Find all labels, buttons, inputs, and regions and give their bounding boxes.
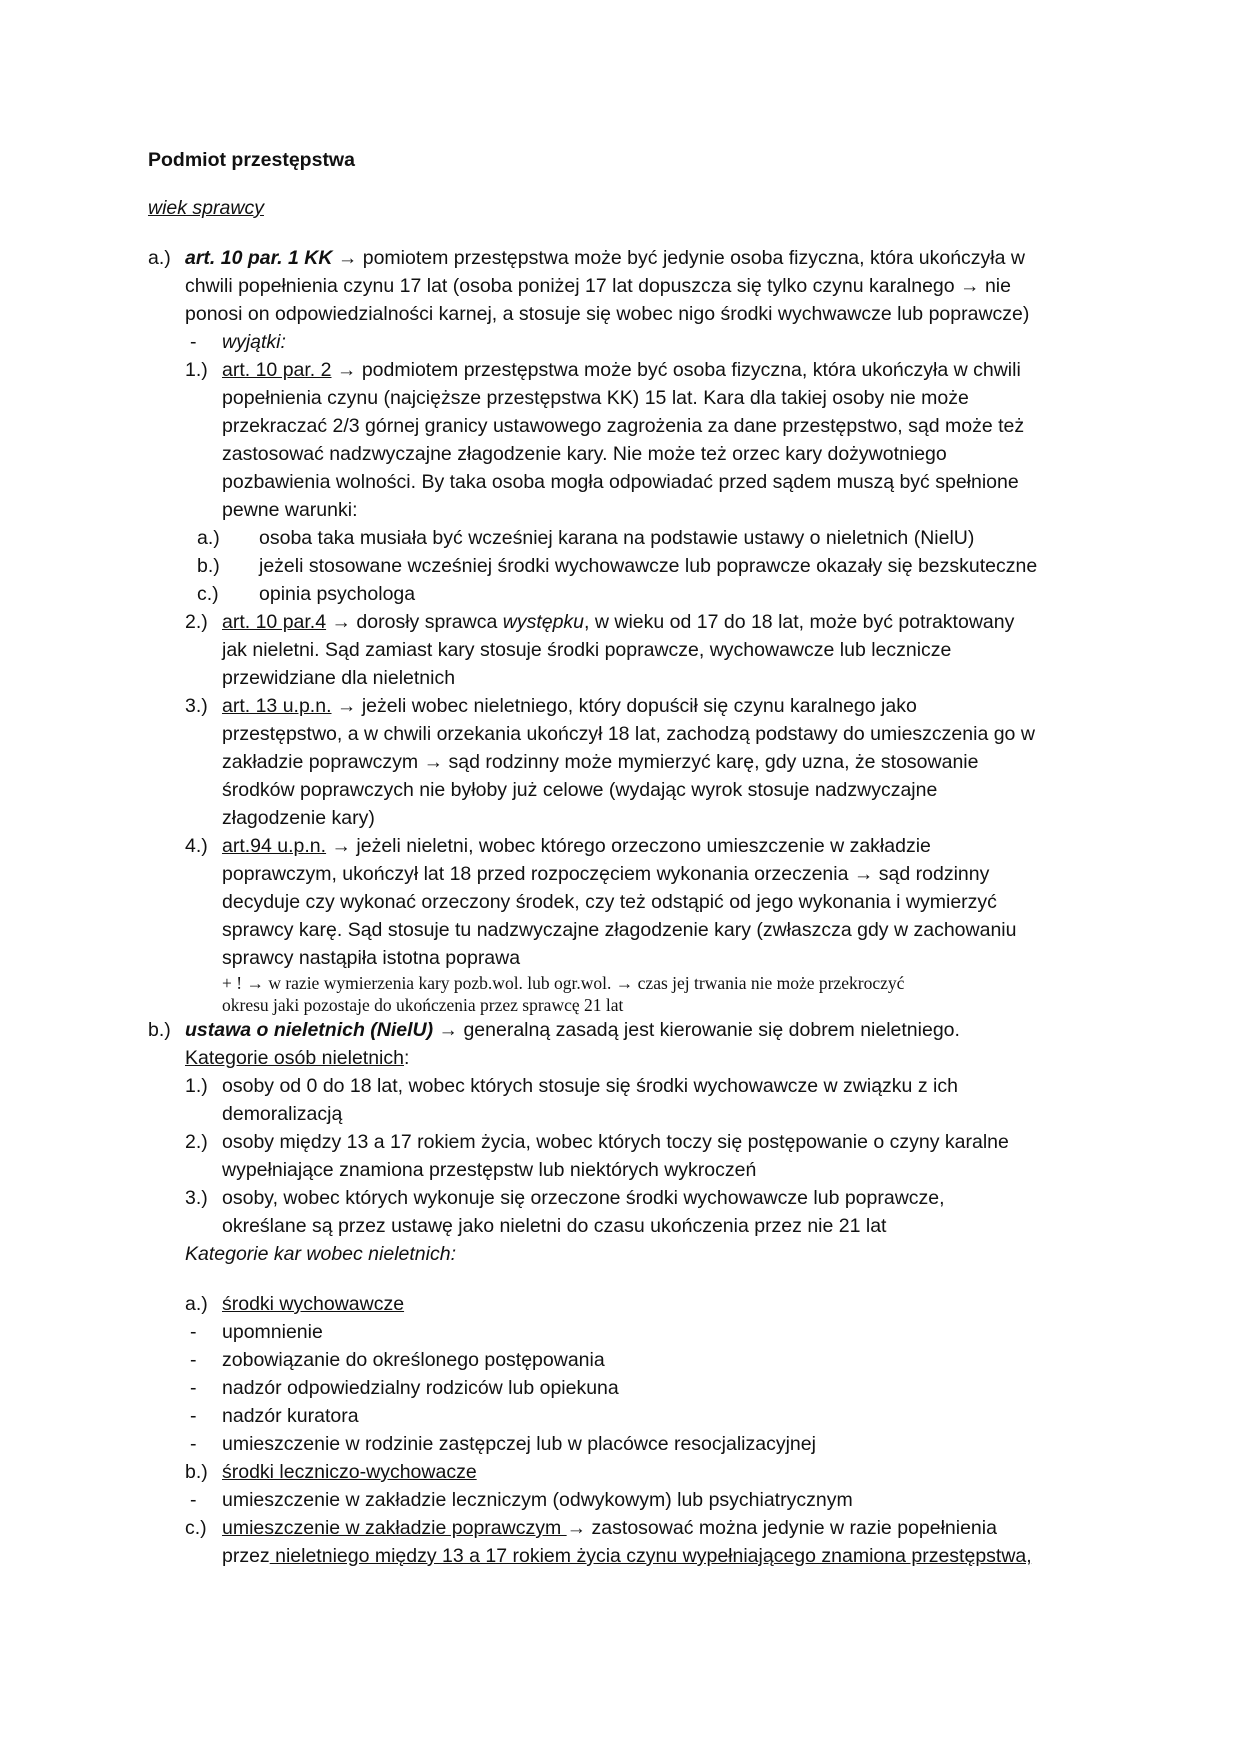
condition-c: c.) opinia psychologa xyxy=(197,583,416,605)
section-subtitle: wiek sprawcy xyxy=(148,197,264,219)
penalty-b-item: - umieszczenie w zakładzie leczniczym (odwykowym) lub psychiatrycznym xyxy=(190,1489,853,1511)
exception-1-line: przekraczać 2/3 górnej granicy ustawowego zagrożenia za dane przestępstwo, sąd może też xyxy=(222,415,1025,437)
exception-3-line: złagodzenie kary) xyxy=(222,807,375,829)
exceptions-label: - wyjątki: xyxy=(190,331,286,353)
person-1: 1.) osoby od 0 do 18 lat, wobec których stosuje się środki wychowawcze w związku z ich xyxy=(185,1075,958,1097)
point-b-marker: b.) xyxy=(148,1019,171,1041)
point-a-line-1: a.) art. 10 par. 1 KK → pomiotem przestępstwa może być jedynie osoba fizyczna, która ukończyła w xyxy=(148,244,1098,272)
exception-2-line: jak nieletni. Sąd zamiast kary stosuje środki poprawcze, wychowawcze lub lecznicze xyxy=(222,639,952,661)
exception-3-line-1: 3.) art. 13 u.p.n. → jeżeli wobec nieletniego, który dopuścił się czynu karalnego jako xyxy=(185,695,917,717)
person-3-line: określane są przez ustawę jako nieletni do czasu ukończenia przez nie 21 lat xyxy=(222,1215,887,1237)
exception-4-line-1: 4.) art.94 u.p.n. → jeżeli nieletni, wobec którego orzeczono umieszczenie w zakładzie xyxy=(185,835,931,857)
exception-4-ref: art.94 u.p.n. xyxy=(222,835,327,857)
exception-4-line: decyduje czy wykonać orzeczony środek, czy też odstąpić od jego wykonania i wymierzyć xyxy=(222,891,997,913)
document-title: Podmiot przestępstwa xyxy=(148,149,355,171)
exception-1-line: pewne warunki: xyxy=(222,499,358,521)
document-page xyxy=(148,146,1098,1570)
exception-3-ref: art. 13 u.p.n. xyxy=(222,695,332,717)
point-b-line-1: b.) ustawa o nieletnich (NielU) → generalną zasadą jest kierowanie się dobrem nieletniego. xyxy=(148,1016,1098,1044)
exception-2-ref: art. 10 par.4 xyxy=(222,611,327,633)
point-b-ref: ustawa o nieletnich (NielU) xyxy=(185,1019,434,1041)
exception-1-ref: art. 10 par. 2 xyxy=(222,359,332,381)
exception-1-line-1: 1.) art. 10 par. 2 → podmiotem przestępstwa może być osoba fizyczna, która ukończyła w chwili xyxy=(185,359,1021,381)
exception-3-line: środków poprawczych nie byłoby już celowe (wydając wyrok stosuje nadzwyczajne xyxy=(222,779,938,801)
condition-a: a.) osoba taka musiała być wcześniej karana na podstawie ustawy o nieletnich (NielU) xyxy=(197,527,975,549)
point-a-marker: a.) xyxy=(148,247,171,269)
penalty-a-item: - nadzór kuratora xyxy=(190,1405,359,1427)
penalty-a: a.) środki wychowawcze xyxy=(185,1293,405,1315)
exception-4-line: sprawcy karę. Sąd stosuje tu nadzwyczajne złagodzenie kary (zwłaszcza gdy w zachowaniu xyxy=(222,919,1017,941)
exception-3-line: zakładzie poprawczym → sąd rodzinny może mymierzyć karę, gdy uzna, że stosowanie xyxy=(222,751,979,773)
penalty-c-line-2: przez nieletniego między 13 a 17 rokiem życia czynu wypełniającego znamiona przestępstwa, xyxy=(222,1545,1032,1567)
penalty-a-item: - nadzór odpowiedzialny rodziców lub opiekuna xyxy=(190,1377,619,1399)
exception-1-line: pozbawienia wolności. By taka osoba mogła odpowiadać przed sądem muszą być spełnione xyxy=(222,471,1019,493)
point-a-ref: art. 10 par. 1 KK xyxy=(185,247,333,269)
exception-1-line: popełnienia czynu (najcięższe przestępstwa KK) 15 lat. Kara dla takiej osoby nie może xyxy=(222,387,969,409)
penalty-c: c.) umieszczenie w zakładzie poprawczym → zastosować można jedynie w razie popełnienia xyxy=(185,1517,997,1539)
person-1-line: demoralizacją xyxy=(222,1103,343,1125)
exception-1-line: zastosować nadzwyczajne złagodzenie kary. Nie może też orzec kary dożywotniego xyxy=(222,443,947,465)
exception-2-line: przewidziane dla nieletnich xyxy=(222,667,456,689)
exception-4-line: poprawczym, ukończył lat 18 przed rozpoczęciem wykonania orzeczenia → sąd rodzinny xyxy=(222,863,990,885)
persons-heading: Kategorie osób nieletnich: xyxy=(185,1047,410,1069)
condition-b: b.) jeżeli stosowane wcześniej środki wychowawcze lub poprawcze okazały się bezskuteczne xyxy=(197,555,1038,577)
penalty-b: b.) środki leczniczo-wychowacze xyxy=(185,1461,477,1483)
exception-2-line-1: 2.) art. 10 par.4 → dorosły sprawca występku, w wieku od 17 do 18 lat, może być potraktowany xyxy=(185,611,1015,633)
penalty-a-item: - zobowiązanie do określonego postępowania xyxy=(190,1349,605,1371)
penalty-a-item: - upomnienie xyxy=(190,1321,323,1343)
exception-4-line: sprawcy nastąpiła istotna poprawa xyxy=(222,947,521,969)
penalty-a-item: - umieszczenie w rodzinie zastępczej lub w placówce resocjalizacyjnej xyxy=(190,1433,816,1455)
person-2: 2.) osoby między 13 a 17 rokiem życia, wobec których toczy się postępowanie o czyny karalne xyxy=(185,1131,1009,1153)
point-a-line-3: ponosi on odpowiedzialności karnej, a stosuje się wobec nigo środki wychwawcze lub poprawcze) xyxy=(185,303,1030,325)
person-2-line: wypełniające znamiona przestępstw lub niektórych wykroczeń xyxy=(222,1159,757,1181)
exception-3-line: przestępstwo, a w chwili orzekania ukończył 18 lat, zachodzą podstawy do umieszczenia go w xyxy=(222,723,1035,745)
note-line: + ! → w razie wymierzenia kary pozb.wol. lub ogr.wol. → czas jej trwania nie może przekroczyć xyxy=(222,973,905,993)
note-line: okresu jaki pozostaje do ukończenia przez sprawcę 21 lat xyxy=(222,995,624,1015)
penalties-heading: Kategorie kar wobec nieletnich: xyxy=(185,1243,456,1265)
person-3: 3.) osoby, wobec których wykonuje się orzeczone środki wychowawcze lub poprawcze, xyxy=(185,1187,945,1209)
point-a-line-2: chwili popełnienia czynu 17 lat (osoba poniżej 17 lat dopuszcza się tylko czynu karalnego → nie xyxy=(185,275,1011,297)
